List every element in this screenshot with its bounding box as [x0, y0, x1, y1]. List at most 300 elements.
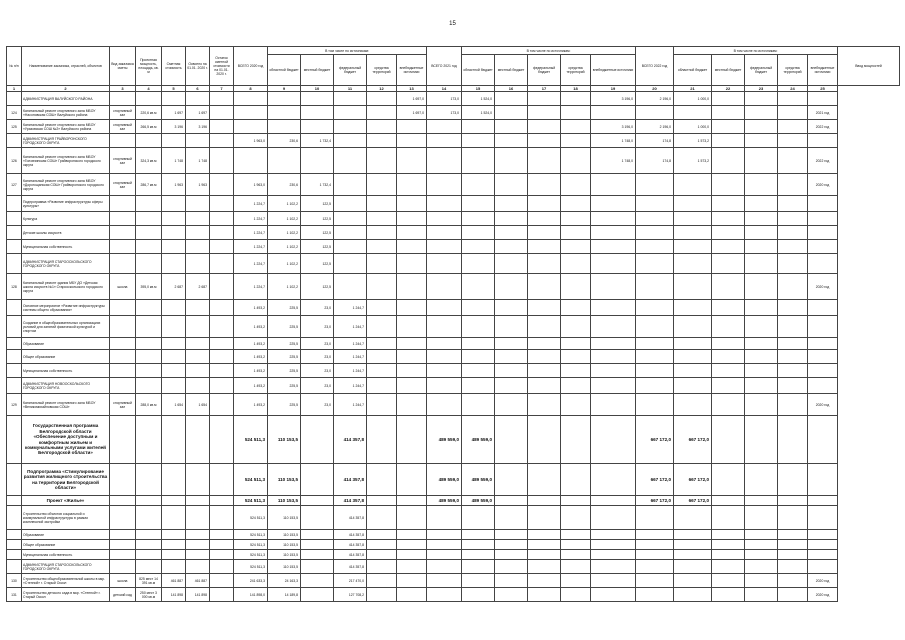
- table-cell: [462, 506, 495, 530]
- table-cell: 524 511,3: [234, 506, 268, 530]
- table-cell: [427, 530, 462, 540]
- column-index-cell: 15: [462, 86, 495, 92]
- table-cell: [745, 148, 778, 174]
- table-cell: [367, 394, 397, 416]
- table-cell: [745, 174, 778, 196]
- table-cell: [561, 416, 591, 464]
- table-cell: [427, 588, 462, 602]
- table-cell: 127: [7, 174, 22, 196]
- table-cell: 122,5: [301, 212, 334, 226]
- table-cell: 1 493,2: [234, 300, 268, 316]
- table-cell: [591, 350, 636, 364]
- table-cell: [591, 316, 636, 338]
- table-cell: [561, 148, 591, 174]
- subheader-cell: областной бюджет: [462, 55, 495, 86]
- table-cell: [110, 560, 136, 574]
- table-cell: [397, 560, 427, 574]
- table-cell: [778, 226, 808, 240]
- table-cell: [745, 496, 778, 506]
- table-cell: [210, 496, 234, 506]
- table-cell: [712, 378, 745, 394]
- table-cell: 1 573,2: [674, 134, 712, 148]
- table-cell: 1 732,4: [301, 134, 334, 148]
- table-cell: [397, 464, 427, 496]
- table-cell: [334, 212, 367, 226]
- table-cell: 1 102,2: [268, 254, 301, 274]
- table-cell: [110, 350, 136, 364]
- table-cell: [110, 464, 136, 496]
- table-cell: Образование: [22, 530, 110, 540]
- table-cell: [136, 350, 162, 364]
- table-cell: 23,0: [301, 394, 334, 416]
- table-cell: Капитальный ремонт спортивного зала МБОУ «Насоновская СОШ» Валуйского района: [22, 106, 110, 120]
- table-cell: 1 102,2: [268, 240, 301, 254]
- table-cell: [110, 196, 136, 212]
- table-cell: [334, 92, 367, 106]
- column-index-cell: 2: [22, 86, 110, 92]
- table-cell: 230,6: [268, 134, 301, 148]
- table-cell: [528, 148, 561, 174]
- table-cell: [528, 174, 561, 196]
- table-cell: [110, 300, 136, 316]
- table-cell: школа: [110, 574, 136, 588]
- table-cell: [745, 226, 778, 240]
- table-cell: [674, 530, 712, 540]
- table-cell: [462, 338, 495, 350]
- table-cell: [712, 106, 745, 120]
- table-cell: [186, 240, 210, 254]
- table-cell: [367, 506, 397, 530]
- table-cell: [186, 350, 210, 364]
- table-cell: [561, 174, 591, 196]
- table-row: [7, 540, 900, 550]
- table-cell: [674, 588, 712, 602]
- table-cell: [462, 148, 495, 174]
- table-cell: [528, 588, 561, 602]
- table-cell: [186, 134, 210, 148]
- budget-table: [6, 46, 900, 602]
- table-cell: [427, 120, 462, 134]
- table-cell: [334, 106, 367, 120]
- table-cell: [561, 588, 591, 602]
- table-cell: [712, 174, 745, 196]
- table-cell: [745, 364, 778, 378]
- table-cell: спортивный зал: [110, 120, 136, 134]
- table-cell: [528, 506, 561, 530]
- table-cell: 524 511,3: [234, 540, 268, 550]
- table-cell: 23,0: [301, 300, 334, 316]
- table-cell: [136, 364, 162, 378]
- table-cell: [636, 530, 674, 540]
- table-cell: [712, 300, 745, 316]
- table-cell: [397, 588, 427, 602]
- table-cell: [162, 254, 186, 274]
- table-cell: [591, 196, 636, 212]
- table-cell: [397, 226, 427, 240]
- table-cell: [397, 174, 427, 196]
- table-cell: [528, 540, 561, 550]
- table-cell: 667 172,0: [636, 464, 674, 496]
- table-cell: [778, 574, 808, 588]
- table-cell: [528, 274, 561, 300]
- column-index-cell: 17: [528, 86, 561, 92]
- header-capacity: Проектная мощность, площадь, кв. м: [136, 47, 162, 86]
- table-cell: [462, 378, 495, 394]
- table-cell: [234, 92, 268, 106]
- table-cell: 395,0 кв.м: [136, 274, 162, 300]
- table-cell: [561, 560, 591, 574]
- column-index-cell: 4: [136, 86, 162, 92]
- table-cell: [778, 560, 808, 574]
- table-cell: 1 244,7: [334, 364, 367, 378]
- table-cell: [7, 212, 22, 226]
- table-cell: 225,5: [268, 338, 301, 350]
- table-cell: [186, 338, 210, 350]
- table-cell: [301, 148, 334, 174]
- column-index-cell: 1: [7, 86, 22, 92]
- table-cell: [301, 588, 334, 602]
- table-cell: [210, 530, 234, 540]
- table-cell: [674, 316, 712, 338]
- table-cell: [397, 212, 427, 226]
- table-cell: [7, 316, 22, 338]
- table-cell: [427, 378, 462, 394]
- table-cell: 524 511,3: [234, 530, 268, 540]
- table-cell: [778, 550, 808, 560]
- table-cell: [397, 240, 427, 254]
- column-index-cell: 24: [778, 86, 808, 92]
- table-cell: 1 963,0: [234, 174, 268, 196]
- table-cell: 1 654: [186, 394, 210, 416]
- table-cell: [162, 134, 186, 148]
- table-cell: [561, 254, 591, 274]
- table-cell: [495, 316, 528, 338]
- table-cell: [778, 394, 808, 416]
- column-index-cell: 12: [367, 86, 397, 92]
- table-cell: [210, 560, 234, 574]
- table-cell: [301, 92, 334, 106]
- header-remaining: Остаток сметной стоимости на 01.01. 2020 г.: [210, 47, 234, 86]
- table-cell: [495, 338, 528, 350]
- table-cell: [110, 416, 136, 464]
- table-cell: 217 470,0: [334, 574, 367, 588]
- table-cell: [234, 148, 268, 174]
- table-cell: [162, 212, 186, 226]
- table-cell: [110, 240, 136, 254]
- table-cell: [745, 394, 778, 416]
- subheader-cell: областной бюджет: [674, 55, 712, 86]
- table-cell: 110 153,5: [268, 506, 301, 530]
- table-row: [7, 174, 900, 196]
- table-cell: [210, 350, 234, 364]
- table-cell: [808, 212, 838, 226]
- table-cell: [495, 416, 528, 464]
- table-cell: 286,7 кв.м: [136, 174, 162, 196]
- table-cell: 524 511,3: [234, 416, 268, 464]
- table-cell: 2 687: [186, 274, 210, 300]
- table-cell: [712, 588, 745, 602]
- table-cell: [808, 416, 838, 464]
- table-cell: [462, 316, 495, 338]
- table-cell: [162, 540, 186, 550]
- table-cell: 24 163,3: [268, 574, 301, 588]
- table-cell: [528, 394, 561, 416]
- subheader-cell: местный бюджет: [712, 55, 745, 86]
- table-cell: [636, 226, 674, 240]
- table-cell: [808, 240, 838, 254]
- table-cell: школа: [110, 274, 136, 300]
- table-cell: 1 244,7: [334, 350, 367, 364]
- table-row: [7, 316, 900, 338]
- table-cell: [778, 148, 808, 174]
- table-cell: [808, 254, 838, 274]
- table-cell: [591, 416, 636, 464]
- table-cell: [397, 506, 427, 530]
- table-cell: 1 000,0: [674, 120, 712, 134]
- table-cell: [427, 148, 462, 174]
- table-cell: [745, 240, 778, 254]
- table-cell: Строительство объектов социальной и коммунальной инфраструктуры в рамках комплексной застройки: [22, 506, 110, 530]
- table-cell: Строительство общеобразовательной школы в мкр. «Степной» г. Старый Оскол: [22, 574, 110, 588]
- table-cell: [561, 364, 591, 378]
- table-cell: [495, 148, 528, 174]
- table-cell: [268, 148, 301, 174]
- table-cell: 225,5: [268, 316, 301, 338]
- table-cell: [808, 134, 838, 148]
- table-cell: [210, 364, 234, 378]
- table-cell: [7, 540, 22, 550]
- table-cell: [561, 120, 591, 134]
- table-cell: [110, 92, 136, 106]
- table-cell: [210, 550, 234, 560]
- table-cell: [367, 378, 397, 394]
- table-cell: [528, 92, 561, 106]
- table-cell: 1 000,0: [674, 92, 712, 106]
- table-cell: [7, 364, 22, 378]
- table-row: [7, 274, 900, 300]
- table-cell: 129: [7, 394, 22, 416]
- table-cell: [778, 506, 808, 530]
- table-cell: [210, 92, 234, 106]
- table-cell: [7, 506, 22, 530]
- table-cell: [427, 254, 462, 274]
- table-cell: [636, 106, 674, 120]
- table-cell: 225,5: [268, 300, 301, 316]
- table-cell: [210, 254, 234, 274]
- table-cell: [495, 174, 528, 196]
- table-cell: [745, 416, 778, 464]
- header-total-2021: ВСЕГО 2021 год: [427, 47, 462, 86]
- table-row: [7, 196, 900, 212]
- table-cell: [808, 496, 838, 506]
- table-cell: [528, 364, 561, 378]
- table-cell: 1 697,0: [397, 92, 427, 106]
- table-cell: [367, 106, 397, 120]
- table-cell: [778, 274, 808, 300]
- table-cell: [367, 92, 397, 106]
- table-cell: [162, 226, 186, 240]
- table-cell: [528, 212, 561, 226]
- table-row: [7, 588, 900, 602]
- table-cell: Общее образование: [22, 350, 110, 364]
- table-cell: [495, 212, 528, 226]
- table-cell: 2020 год: [808, 174, 838, 196]
- table-cell: [397, 364, 427, 378]
- table-cell: [495, 550, 528, 560]
- table-cell: 122,5: [301, 226, 334, 240]
- column-index-cell: 11: [334, 86, 367, 92]
- column-index-cell: 16: [495, 86, 528, 92]
- subheader-cell: федеральный бюджет: [334, 55, 367, 86]
- table-cell: [234, 120, 268, 134]
- table-cell: [110, 212, 136, 226]
- table-cell: [778, 496, 808, 506]
- table-cell: [186, 316, 210, 338]
- table-cell: [495, 254, 528, 274]
- table-cell: [210, 464, 234, 496]
- table-cell: [745, 506, 778, 530]
- table-cell: 667 172,0: [636, 416, 674, 464]
- table-cell: [397, 530, 427, 540]
- table-cell: 524 511,3: [234, 550, 268, 560]
- table-cell: [591, 550, 636, 560]
- table-cell: [778, 378, 808, 394]
- table-cell: [301, 464, 334, 496]
- table-cell: [462, 540, 495, 550]
- table-cell: [778, 212, 808, 226]
- table-cell: 225,5: [268, 350, 301, 364]
- table-cell: [367, 560, 397, 574]
- table-cell: [495, 540, 528, 550]
- table-cell: 1 963: [162, 174, 186, 196]
- table-cell: [528, 254, 561, 274]
- table-cell: [528, 350, 561, 364]
- table-cell: [591, 300, 636, 316]
- table-cell: [110, 134, 136, 148]
- table-cell: [808, 350, 838, 364]
- table-cell: 1 697: [162, 106, 186, 120]
- table-cell: [591, 506, 636, 530]
- table-cell: 524 511,3: [234, 496, 268, 506]
- table-cell: [210, 106, 234, 120]
- table-cell: [162, 350, 186, 364]
- table-cell: 667 172,0: [674, 464, 712, 496]
- table-cell: [234, 106, 268, 120]
- table-cell: [591, 274, 636, 300]
- table-cell: [136, 240, 162, 254]
- table-cell: [778, 174, 808, 196]
- table-cell: [745, 338, 778, 350]
- table-cell: [636, 588, 674, 602]
- table-cell: [495, 560, 528, 574]
- table-cell: [186, 364, 210, 378]
- table-cell: [136, 300, 162, 316]
- table-cell: [636, 378, 674, 394]
- table-cell: [561, 240, 591, 254]
- table-cell: [674, 106, 712, 120]
- table-cell: [808, 92, 838, 106]
- table-cell: 1 224,7: [234, 254, 268, 274]
- table-cell: [674, 506, 712, 530]
- table-cell: Капитальный ремонт спортивного зала МБОУ «Великомихайловская СОШ»: [22, 394, 110, 416]
- table-cell: 122,5: [301, 240, 334, 254]
- subheader-cell: местный бюджет: [301, 55, 334, 86]
- table-cell: [367, 364, 397, 378]
- table-cell: [745, 540, 778, 550]
- table-cell: [136, 338, 162, 350]
- table-cell: 225,5: [268, 378, 301, 394]
- table-cell: АДМИНИСТРАЦИЯ ГРАЙВОРОНСКОГО ГОРОДСКОГО ОКРУГА: [22, 134, 110, 148]
- table-cell: [110, 338, 136, 350]
- table-cell: [636, 506, 674, 530]
- header-cost: Сметная стоимость: [162, 47, 186, 86]
- table-cell: [136, 212, 162, 226]
- table-cell: [591, 496, 636, 506]
- table-cell: 141 898: [186, 588, 210, 602]
- table-cell: [162, 378, 186, 394]
- table-cell: [808, 506, 838, 530]
- table-cell: [367, 416, 397, 464]
- table-cell: [462, 560, 495, 574]
- table-cell: [334, 226, 367, 240]
- table-cell: 122,5: [301, 254, 334, 274]
- table-cell: [427, 316, 462, 338]
- table-cell: [561, 300, 591, 316]
- table-cell: 489 559,0: [427, 496, 462, 506]
- table-cell: спортивный зал: [110, 394, 136, 416]
- table-cell: спортивный зал: [110, 174, 136, 196]
- table-cell: 1 493,2: [234, 394, 268, 416]
- table-cell: [367, 240, 397, 254]
- table-cell: [778, 588, 808, 602]
- table-cell: [712, 540, 745, 550]
- table-cell: [210, 120, 234, 134]
- table-cell: [367, 226, 397, 240]
- table-cell: [636, 574, 674, 588]
- table-row: [7, 338, 900, 350]
- table-cell: [462, 240, 495, 254]
- table-cell: [712, 364, 745, 378]
- table-cell: 1 224,7: [234, 240, 268, 254]
- table-cell: [712, 240, 745, 254]
- table-cell: 2022 год: [808, 120, 838, 134]
- table-cell: [367, 120, 397, 134]
- table-cell: [745, 134, 778, 148]
- page-number: 15: [449, 21, 456, 27]
- table-cell: [591, 240, 636, 254]
- table-cell: [561, 378, 591, 394]
- table-cell: [334, 134, 367, 148]
- table-cell: 1 524,0: [462, 92, 495, 106]
- table-cell: [427, 506, 462, 530]
- table-cell: [528, 134, 561, 148]
- table-cell: [367, 174, 397, 196]
- table-cell: детский сад: [110, 588, 136, 602]
- table-cell: [162, 240, 186, 254]
- table-cell: [745, 106, 778, 120]
- table-cell: [712, 92, 745, 106]
- table-cell: [561, 506, 591, 530]
- table-cell: 1 224,7: [234, 212, 268, 226]
- table-cell: 3 196: [186, 120, 210, 134]
- table-cell: [334, 254, 367, 274]
- table-cell: [745, 378, 778, 394]
- table-cell: [528, 530, 561, 540]
- table-cell: [162, 92, 186, 106]
- table-cell: 2021 год: [808, 106, 838, 120]
- table-cell: [210, 378, 234, 394]
- table-cell: [427, 134, 462, 148]
